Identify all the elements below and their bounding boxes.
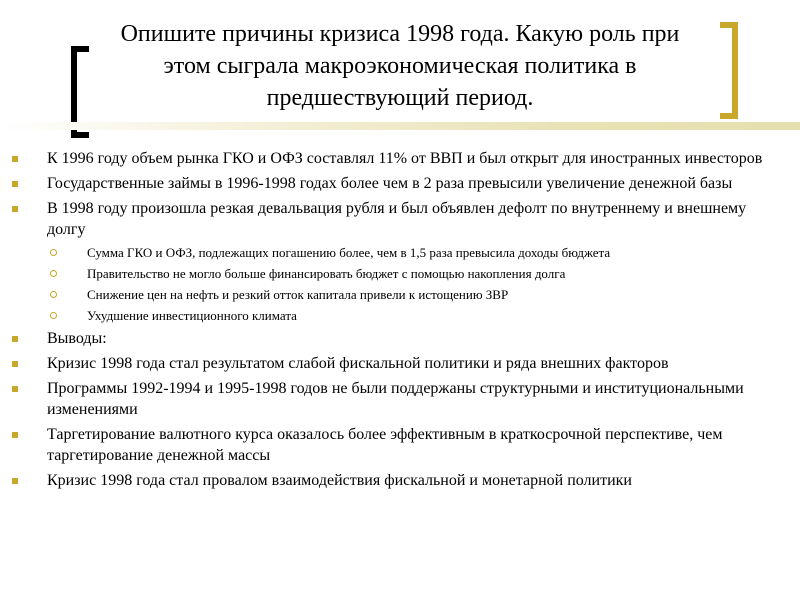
bullet-item <box>0 424 800 466</box>
bullet-item <box>0 470 800 491</box>
bullet-text: Ухудшение инвестиционного климата <box>87 308 297 323</box>
bullet-text: Выводы: <box>47 330 107 347</box>
bullet-item <box>0 148 800 169</box>
slide-title: Опишите причины кризиса 1998 года. Какую роль при этом сыграла макроэкономическая политика в предшествующий период. <box>120 21 680 111</box>
sub-bullet-item <box>0 307 800 324</box>
sub-bullet-item <box>0 286 800 303</box>
square-bullet-icon <box>12 156 18 162</box>
bullet-text: К 1996 году объем рынка ГКО и ОФЗ составлял 11% от ВВП и был открыт для иностранных инвесторов <box>47 150 763 167</box>
bullet-text: Кризис 1998 года стал провалом взаимодействия фискальной и монетарной политики <box>47 472 632 489</box>
sub-bullet-item <box>0 244 800 261</box>
bullet-item <box>0 198 800 240</box>
bullet-text: Снижение цен на нефть и резкий отток капитала привели к истощению ЗВР <box>87 287 509 302</box>
square-bullet-icon <box>12 361 18 367</box>
bullet-text: В 1998 году произошла резкая девальвация рубля и был объявлен дефолт по внутреннему и внешнему долгу <box>47 200 747 238</box>
sub-bullet-item <box>0 265 800 282</box>
square-bullet-icon <box>12 432 18 438</box>
bullet-item <box>0 173 800 194</box>
circle-bullet-icon <box>50 291 57 298</box>
bullet-text: Кризис 1998 года стал результатом слабой фискальной политики и ряда внешних факторов <box>47 355 669 372</box>
square-bullet-icon <box>12 181 18 187</box>
square-bullet-icon <box>12 386 18 392</box>
right-bracket-decoration <box>720 22 738 119</box>
bullet-item <box>0 378 800 420</box>
bullet-text: Программы 1992-1994 и 1995-1998 годов не были поддержаны структурными и институциональными изменениями <box>47 380 744 418</box>
bullet-item <box>0 353 800 374</box>
square-bullet-icon <box>12 336 18 342</box>
bullet-text: Государственные займы в 1996-1998 годах более чем в 2 раза превысили увеличение денежной базы <box>47 175 733 192</box>
circle-bullet-icon <box>50 312 57 319</box>
bullet-item <box>0 328 800 349</box>
square-bullet-icon <box>12 206 18 212</box>
bullet-text: Сумма ГКО и ОФЗ, подлежащих погашению более, чем в 1,5 раза превысила доходы бюджета <box>87 245 611 260</box>
circle-bullet-icon <box>50 249 57 256</box>
bullet-text: Правительство не могло больше финансировать бюджет с помощью накопления долга <box>87 266 566 281</box>
bullet-list <box>0 148 800 495</box>
square-bullet-icon <box>12 478 18 484</box>
circle-bullet-icon <box>50 270 57 277</box>
bullet-text: Таргетирование валютного курса оказалось более эффективным в краткосрочной перспективе, чем таргетирование денежной массы <box>47 426 723 464</box>
title-divider <box>0 122 800 130</box>
